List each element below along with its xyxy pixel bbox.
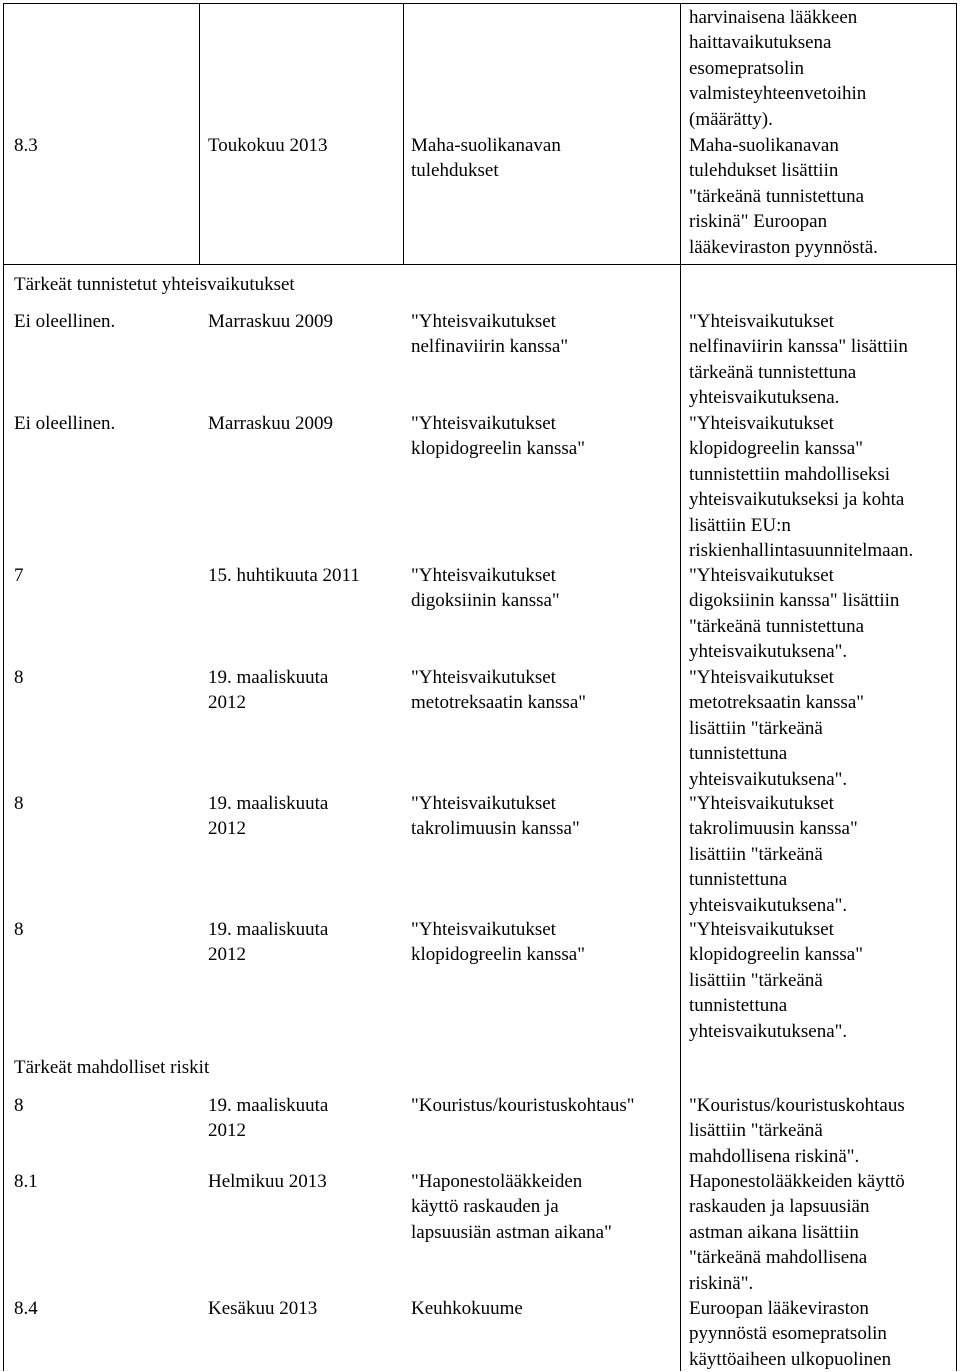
date-cell: Kesäkuu 2013: [208, 1298, 318, 1319]
details-cell: "Kouristus/kouristuskohtaus lisättiin "tärkeänä mahdollisena riskinä".: [689, 1095, 905, 1167]
section-heading-risks: Tärkeät mahdolliset riskit: [14, 1057, 210, 1078]
details-cell: harvinaisena lääkkeen haittavaikutuksena esomepratsolin valmisteyhteenvetoihin (määrätty).: [689, 7, 867, 130]
document-table: [3, 3, 957, 1371]
date-cell: Marraskuu 2009: [208, 413, 334, 434]
version-cell: 8.1: [14, 1171, 38, 1192]
topic-cell: "Yhteisvaikutukset klopidogreelin kanssa": [411, 919, 585, 966]
topic-cell: "Yhteisvaikutukset takrolimuusin kanssa": [411, 793, 580, 840]
details-cell: "Yhteisvaikutukset takrolimuusin kanssa" lisättiin "tärkeänä tunnistettuna yhteisvaikutuksena".: [689, 793, 858, 916]
version-cell: 8: [14, 1095, 24, 1116]
date-cell: 19. maaliskuuta 2012: [208, 667, 329, 714]
date-cell: 19. maaliskuuta 2012: [208, 1095, 329, 1142]
details-cell: "Yhteisvaikutukset digoksiinin kanssa" lisättiin "tärkeänä tunnistettuna yhteisvaikutuksena".: [689, 565, 900, 663]
date-cell: 19. maaliskuuta 2012: [208, 793, 329, 840]
date-cell: 15. huhtikuuta 2011: [208, 565, 360, 586]
topic-cell: "Yhteisvaikutukset metotreksaatin kanssa": [411, 667, 587, 714]
details-cell: "Yhteisvaikutukset metotreksaatin kanssa" lisättiin "tärkeänä tunnistettuna yhteisvaikutuksena".: [689, 667, 865, 790]
version-cell: 8: [14, 667, 24, 688]
date-cell: 19. maaliskuuta 2012: [208, 919, 329, 966]
details-cell: Haponestolääkkeiden käyttö raskauden ja lapsuusiän astman aikana lisättiin "tärkeänä mahdollisena riskinä".: [689, 1171, 905, 1294]
table-row-divider: [3, 264, 957, 265]
version-cell: Ei oleellinen.: [14, 311, 116, 332]
version-cell: 8: [14, 919, 24, 940]
section-heading-interactions: Tärkeät tunnistetut yhteisvaikutukset: [14, 274, 295, 295]
version-cell: 7: [14, 565, 24, 586]
topic-cell: "Yhteisvaikutukset digoksiinin kanssa": [411, 565, 560, 612]
topic-cell: "Yhteisvaikutukset nelfinaviirin kanssa": [411, 311, 569, 358]
details-cell: "Yhteisvaikutukset nelfinaviirin kanssa" lisättiin tärkeänä tunnistettuna yhteisvaikutuksena.: [689, 311, 908, 409]
topic-cell: "Haponestolääkkeiden käyttö raskauden ja lapsuusiän astman aikana": [411, 1171, 612, 1243]
version-cell: 8.3: [14, 135, 38, 156]
table-border-top: [3, 3, 957, 4]
details-cell: "Yhteisvaikutukset klopidogreelin kanssa" tunnistettiin mahdolliseksi yhteisvaikutukseksi ja kohta lisättiin EU:n riskienhallintasuunnitelmaan.: [689, 413, 914, 562]
details-cell: Maha-suolikanavan tulehdukset lisättiin "tärkeänä tunnistettuna riskinä" Euroopan lääkeviraston pyynnöstä.: [689, 135, 878, 258]
version-cell: 8.4: [14, 1298, 38, 1319]
topic-cell: Keuhkokuume: [411, 1298, 523, 1319]
table-divider-2: [403, 3, 404, 264]
table-border-left: [3, 3, 4, 1371]
details-cell: Euroopan lääkeviraston pyynnöstä esomepratsolin käyttöaiheen ulkopuolinen: [689, 1298, 892, 1370]
table-border-right: [956, 3, 957, 1371]
topic-cell: Maha-suolikanavan tulehdukset: [411, 135, 561, 182]
table-divider-1: [199, 3, 200, 264]
date-cell: Helmikuu 2013: [208, 1171, 327, 1192]
topic-cell: "Kouristus/kouristuskohtaus": [411, 1095, 635, 1116]
version-cell: Ei oleellinen.: [14, 413, 116, 434]
topic-cell: "Yhteisvaikutukset klopidogreelin kanssa": [411, 413, 585, 460]
date-cell: Marraskuu 2009: [208, 311, 334, 332]
date-cell: Toukokuu 2013: [208, 135, 328, 156]
details-cell: "Yhteisvaikutukset klopidogreelin kanssa" lisättiin "tärkeänä tunnistettuna yhteisvaikutuksena".: [689, 919, 863, 1042]
version-cell: 8: [14, 793, 24, 814]
